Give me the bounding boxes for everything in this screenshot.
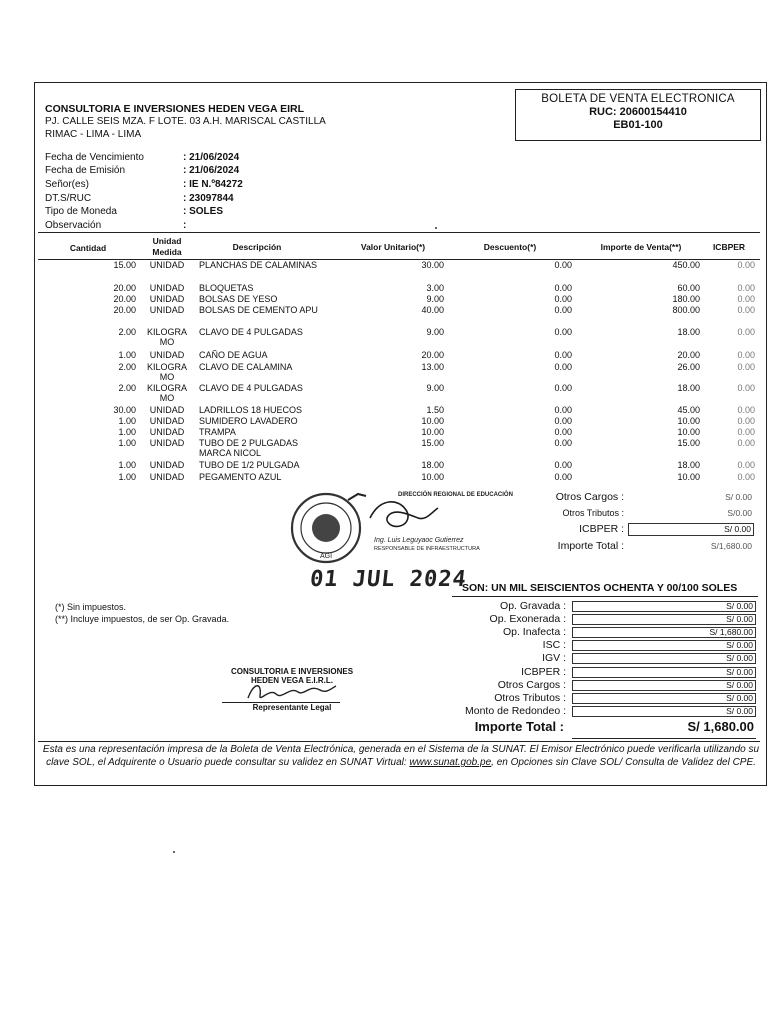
row-icbper: 0.00 [737,460,755,470]
total-label: IGV : [542,652,566,664]
total-label: Otros Cargos : [497,679,566,691]
charges-importe-total-label: Importe Total : [557,540,624,552]
footer-text: Esta es una representación impresa de la Boleta de Venta Electrónica, generada en el Sistema de la SUNAT. El Emisor Electrónico puede verificarla utilizando su clave SOL, el Adquirente o Usuario puede consultar su validez en SUNAT Virtual: [42,744,760,768]
total-value: S/ 1,680.00 [572,627,756,638]
row-qty: 1.00 [118,350,136,360]
document-number: EB01-100 [613,119,663,131]
footer-text-2: , en Opciones sin Clave SOL/ Consulta de Validez del CPE. [491,757,756,768]
son-rule [452,596,758,597]
row-description: CLAVO DE 4 PULGADAS [199,327,303,337]
customer-id-label: DT.S/RUC [45,193,92,204]
total-value: S/ 0.00 [572,640,756,651]
row-qty: 20.00 [113,283,136,293]
row-description: CLAVO DE CALAMINA [199,362,293,372]
row-unit: UNIDAD [149,305,185,315]
document-type: BOLETA DE VENTA ELECTRONICA [541,93,735,105]
row-qty: 1.00 [118,438,136,448]
row-icbper: 0.00 [737,427,755,437]
charges-otros-tributos-value: S/0.00 [727,508,752,518]
row-qty: 1.00 [118,427,136,437]
signature-company-2: HEDEN VEGA E.I.R.L. [251,676,333,685]
row-description: BLOQUETAS [199,283,254,293]
row-unit-value: 10.00 [421,416,444,426]
row-description: BOLSAS DE YESO [199,294,278,304]
row-qty: 20.00 [113,294,136,304]
row-icbper: 0.00 [737,350,755,360]
row-icbper: 0.00 [737,305,755,315]
row-discount: 0.00 [554,294,572,304]
row-discount: 0.00 [554,283,572,293]
row-icbper: 0.00 [737,383,755,393]
row-unit-value: 15.00 [421,438,444,448]
row-unit-value: 13.00 [421,362,444,372]
charges-icbper-value: S/ 0.00 [628,523,754,536]
row-amount: 18.00 [677,327,700,337]
total-value: S/ 0.00 [572,706,756,717]
row-unit-value: 10.00 [421,472,444,482]
col-amount-header: Importe de Venta(**) [600,242,682,252]
row-discount: 0.00 [554,472,572,482]
received-date-stamp: 01 JUL 2024 [308,567,469,592]
amount-in-words: SON: UN MIL SEISCIENTOS OCHENTA Y 00/100 SOLES [462,582,738,594]
row-qty: 1.00 [118,460,136,470]
row-unit-value: 20.00 [421,350,444,360]
charges-otros-cargos-value: S/ 0.00 [725,492,752,502]
row-amount: 20.00 [677,350,700,360]
company-address: PJ. CALLE SEIS MZA. F LOTE. 03 A.H. MARISCAL CASTILLA [45,116,326,127]
row-amount: 26.00 [677,362,700,372]
row-unit-value: 18.00 [421,460,444,470]
signature-stroke [348,494,366,500]
customer-label: Señor(es) [45,179,89,190]
row-description: PEGAMENTO AZUL [199,472,282,482]
total-value: S/ 0.00 [572,614,756,625]
charges-importe-total-value: S/1,680.00 [710,541,752,551]
col-unit-header-2: Medida [152,247,182,257]
seal-center-text: AGI [319,553,333,560]
currency-label: Tipo de Moneda [45,206,117,217]
row-unit: KILOGRAMO [146,383,187,403]
signature-company: CONSULTORIA E INVERSIONES [230,667,354,676]
row-unit: UNIDAD [149,350,185,360]
row-icbper: 0.00 [737,472,755,482]
table-top-rule [38,232,760,233]
charges-otros-cargos-label: Otros Cargos : [555,491,624,503]
row-unit-value: 10.00 [421,427,444,437]
document-id-box [515,89,761,141]
row-discount: 0.00 [554,327,572,337]
row-qty: 2.00 [118,327,136,337]
official-seal [288,488,513,568]
company-name: CONSULTORIA E INVERSIONES HEDEN VEGA EIRL [45,103,305,115]
row-unit: UNIDAD [149,294,185,304]
note-no-tax: (*) Sin impuestos. [55,602,127,612]
row-icbper: 0.00 [737,283,755,293]
row-icbper: 0.00 [737,294,755,304]
row-unit-value: 30.00 [421,260,444,270]
total-label: Monto de Redondeo : [465,705,566,717]
row-qty: 20.00 [113,305,136,315]
row-icbper: 0.00 [737,438,755,448]
row-description: BOLSAS DE CEMENTO APU [199,305,318,315]
row-amount: 18.00 [677,383,700,393]
total-label: Op. Inafecta : [502,626,566,638]
row-qty: 2.00 [118,362,136,372]
due-date-label: Fecha de Vencimiento [45,152,144,163]
row-unit-value: 9.00 [426,383,444,393]
col-unit-header: Unidad [152,236,182,246]
grand-total-rule [572,738,756,739]
seal-top-text: DIRECCIÓN REGIONAL DE EDUCACIÓN [398,492,513,498]
row-amount: 450.00 [672,260,700,270]
col-discount-header: Descuento(*) [483,242,537,252]
row-amount: 800.00 [672,305,700,315]
signature-scribble [370,502,438,527]
row-description: PLANCHAS DE CALAMINAS [199,260,318,270]
row-discount: 0.00 [554,405,572,415]
customer-id-value: : 23097844 [183,193,234,204]
row-amount: 15.00 [677,438,700,448]
row-unit: UNIDAD [149,438,185,448]
row-discount: 0.00 [554,383,572,393]
charges-icbper-label: ICBPER : [579,523,624,535]
row-unit: UNIDAD [149,427,185,437]
row-amount: 45.00 [677,405,700,415]
note-includes-tax: (**) Incluye impuestos, de ser Op. Gravada. [55,614,230,624]
customer-value: : IE N.º84272 [183,179,243,190]
issuer-ruc: RUC: 20600154410 [589,106,687,118]
row-unit-value: 9.00 [426,294,444,304]
row-discount: 0.00 [554,416,572,426]
row-amount: 60.00 [677,283,700,293]
currency-value: : SOLES [183,206,224,217]
row-unit-value: 40.00 [421,305,444,315]
row-discount: 0.00 [554,427,572,437]
row-description: TUBO DE 1/2 PULGADA [199,460,300,470]
grand-total-label: Importe Total : [474,719,564,734]
signature-role: Representante Legal [252,703,332,712]
sunat-link[interactable]: www.sunat.gob.pe [409,757,492,768]
due-date-value: : 21/06/2024 [183,152,240,163]
row-amount: 18.00 [677,460,700,470]
col-icbper-header: ICBPER [712,242,746,252]
total-value: S/ 0.00 [572,680,756,691]
row-description: TUBO DE 2 PULGADAS MARCA NICOL [199,438,299,458]
row-icbper: 0.00 [737,362,755,372]
col-unit-value-header: Valor Unitario(*) [360,242,426,252]
footer-rule [38,741,760,742]
row-amount: 180.00 [672,294,700,304]
total-label: ISC : [542,639,566,651]
row-unit: UNIDAD [149,460,185,470]
row-discount: 0.00 [554,362,572,372]
charges-otros-tributos-label: Otros Tributos : [562,508,624,518]
row-amount: 10.00 [677,416,700,426]
row-icbper: 0.00 [737,327,755,337]
row-qty: 15.00 [113,260,136,270]
row-qty: 1.00 [118,416,136,426]
row-icbper: 0.00 [737,260,755,270]
row-unit: UNIDAD [149,405,185,415]
signer-name: Ing. Luis Leguyaoc Gutierrez [374,537,464,544]
row-unit-value: 1.50 [426,405,444,415]
total-value: S/ 0.00 [572,667,756,678]
row-unit: KILOGRAMO [146,362,187,382]
row-unit-value: 9.00 [426,327,444,337]
row-qty: 1.00 [118,472,136,482]
row-discount: 0.00 [554,305,572,315]
row-unit: UNIDAD [149,416,185,426]
row-unit: UNIDAD [149,283,185,293]
row-description: CLAVO DE 4 PULGADAS [199,383,303,393]
row-discount: 0.00 [554,438,572,448]
row-discount: 0.00 [554,460,572,470]
row-description: CAÑO DE AGUA [199,350,268,360]
total-label: Op. Exonerada : [489,613,566,625]
total-label: ICBPER : [521,666,566,678]
col-qty-header: Cantidad [69,243,107,253]
row-qty: 2.00 [118,383,136,393]
row-qty: 30.00 [113,405,136,415]
observation-value: : [183,220,187,231]
issue-date-value: : 21/06/2024 [183,165,240,176]
row-amount: 10.00 [677,472,700,482]
row-description: TRAMPA [199,427,236,437]
row-unit-value: 3.00 [426,283,444,293]
observation-label: Observación [45,220,102,231]
row-description: SUMIDERO LAVADERO [199,416,298,426]
total-label: Otros Tributos : [494,692,566,704]
signer-role: RESPONSABLE DE INFRAESTRUCTURA [374,546,480,552]
row-unit: UNIDAD [149,260,185,270]
row-discount: 0.00 [554,350,572,360]
row-unit: KILOGRAMO [146,327,187,347]
issue-date-label: Fecha de Emisión [45,165,126,176]
legal-footer [40,743,762,769]
row-description: LADRILLOS 18 HUECOS [199,405,303,415]
total-value: S/ 0.00 [572,601,756,612]
scan-speck-2 [173,851,175,853]
row-icbper: 0.00 [737,405,755,415]
col-desc-header: Descripción [232,242,282,252]
row-discount: 0.00 [554,260,572,270]
scan-speck [435,227,437,229]
seal-emblem [312,514,340,542]
grand-total-value: S/ 1,680.00 [687,719,754,734]
total-value: S/ 0.00 [572,653,756,664]
total-label: Op. Gravada : [500,600,566,612]
total-value: S/ 0.00 [572,693,756,704]
row-unit: UNIDAD [149,472,185,482]
company-district: RIMAC - LIMA - LIMA [45,129,142,140]
row-amount: 10.00 [677,427,700,437]
row-icbper: 0.00 [737,416,755,426]
